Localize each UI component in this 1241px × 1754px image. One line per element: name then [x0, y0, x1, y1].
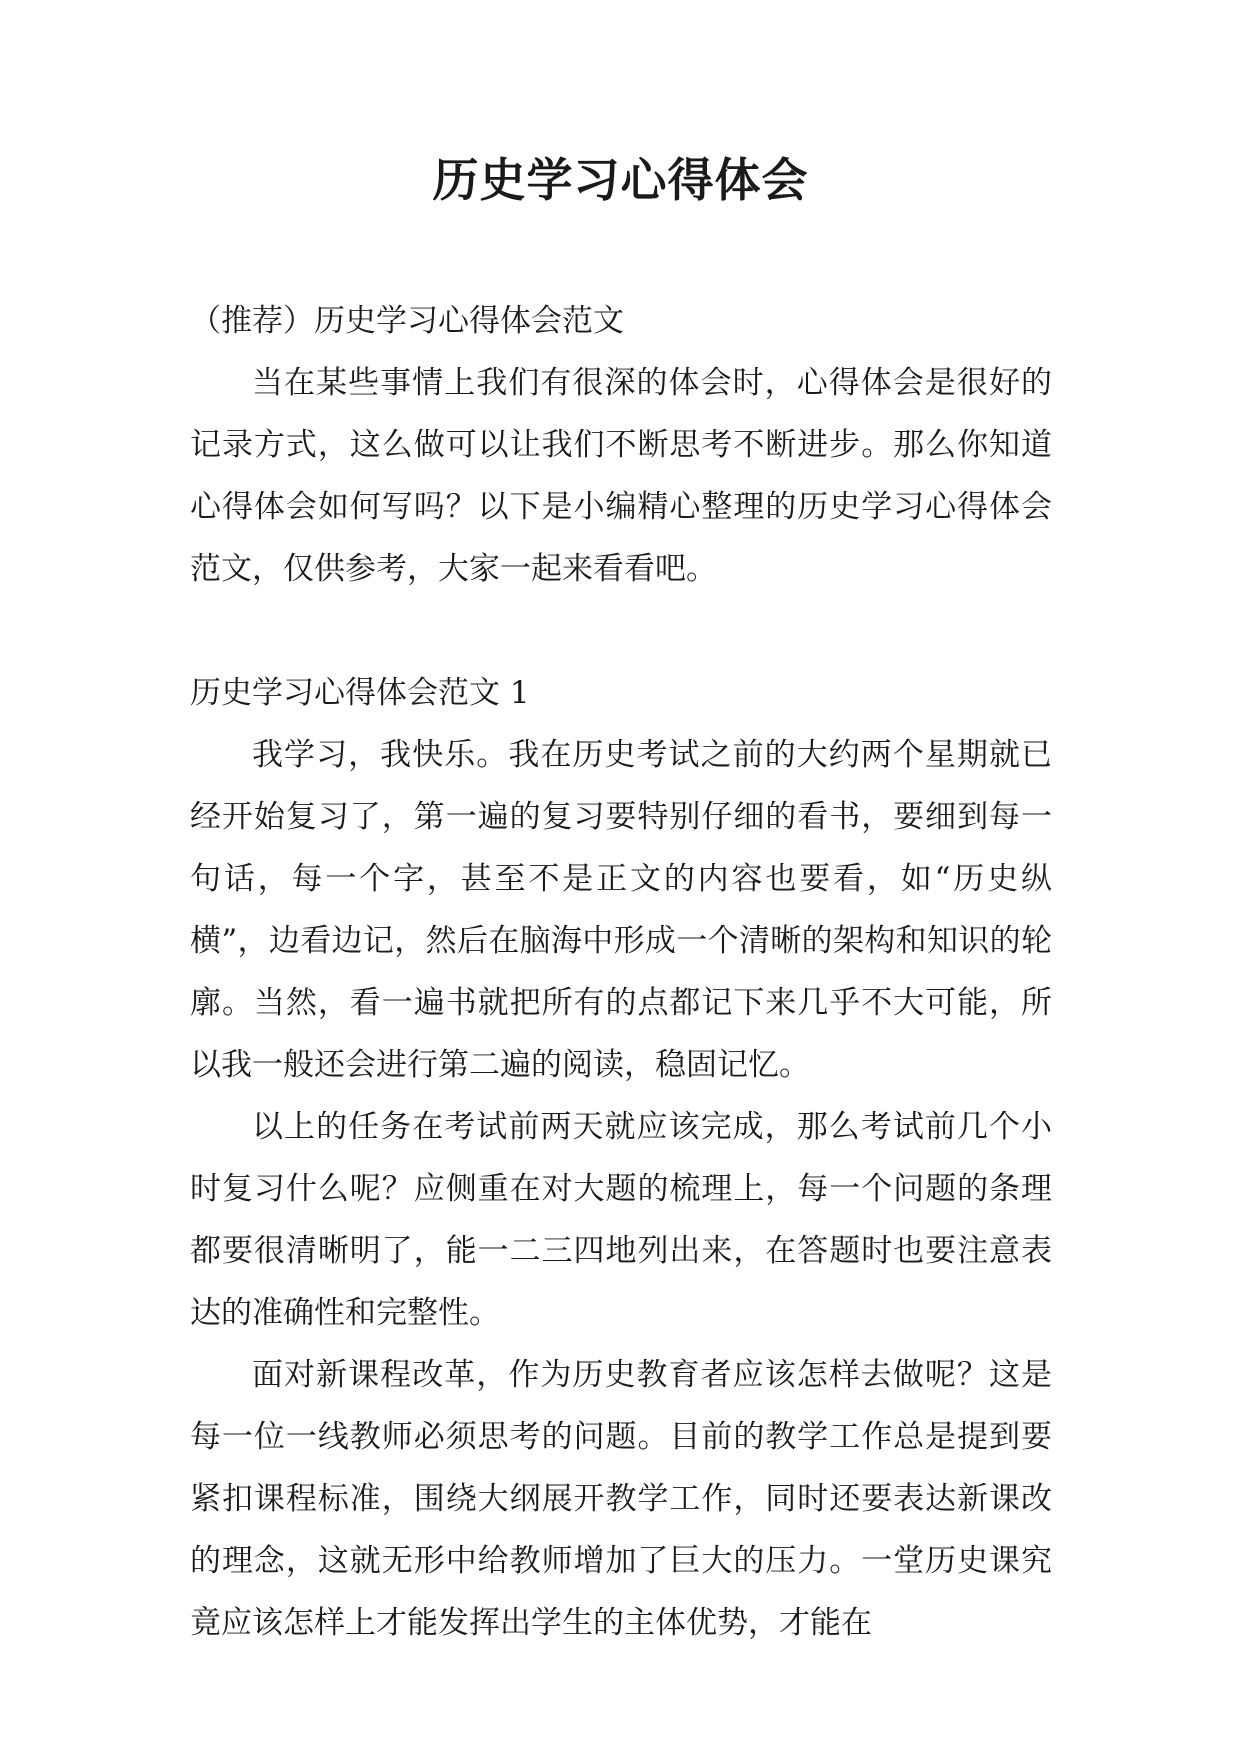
blank-line — [190, 600, 1052, 662]
document-body — [190, 290, 1052, 1654]
body-paragraph: 面对新课程改革，作为历史教育者应该怎样去做呢？这是每一位一线教师必须思考的问题。目前的教学工作总是提到要紧扣课程标准，围绕大纲展开教学工作，同时还要表达新课改的理念，这就无形中给教师增加了巨大的压力。一堂历史课究竟应该怎样上才能发挥出学生的主体优势，才能在 — [190, 1357, 1052, 1641]
document-title: 历史学习心得体会 — [432, 153, 809, 207]
section-heading: 历史学习心得体会范文 1 — [190, 675, 530, 711]
intro-paragraph: 当在某些事情上我们有很深的体会时，心得体会是很好的记录方式，这么做可以让我们不断思考不断进步。那么你知道心得体会如何写吗？以下是小编精心整理的历史学习心得体会范文，仅供参考，大家一起来看看吧。 — [190, 365, 1052, 587]
body-paragraph: 以上的任务在考试前两天就应该完成，那么考试前几个小时复习什么呢？应侧重在对大题的梳理上，每一个问题的条理都要很清晰明了，能一二三四地列出来，在答题时也要注意表达的准确性和完整性。 — [190, 1109, 1052, 1331]
document-subtitle: （推荐）历史学习心得体会范文 — [190, 303, 624, 339]
body-paragraph: 我学习，我快乐。我在历史考试之前的大约两个星期就已经开始复习了，第一遍的复习要特别仔细的看书，要细到每一句话，每一个字，甚至不是正文的内容也要看，如“历史纵横”，边看边记，然后在脑海中形成一个清晰的架构和知识的轮廓。当然，看一遍书就把所有的点都记下来几乎不大可能，所以我一般还会进行第二遍的阅读，稳固记忆。 — [190, 737, 1052, 1083]
